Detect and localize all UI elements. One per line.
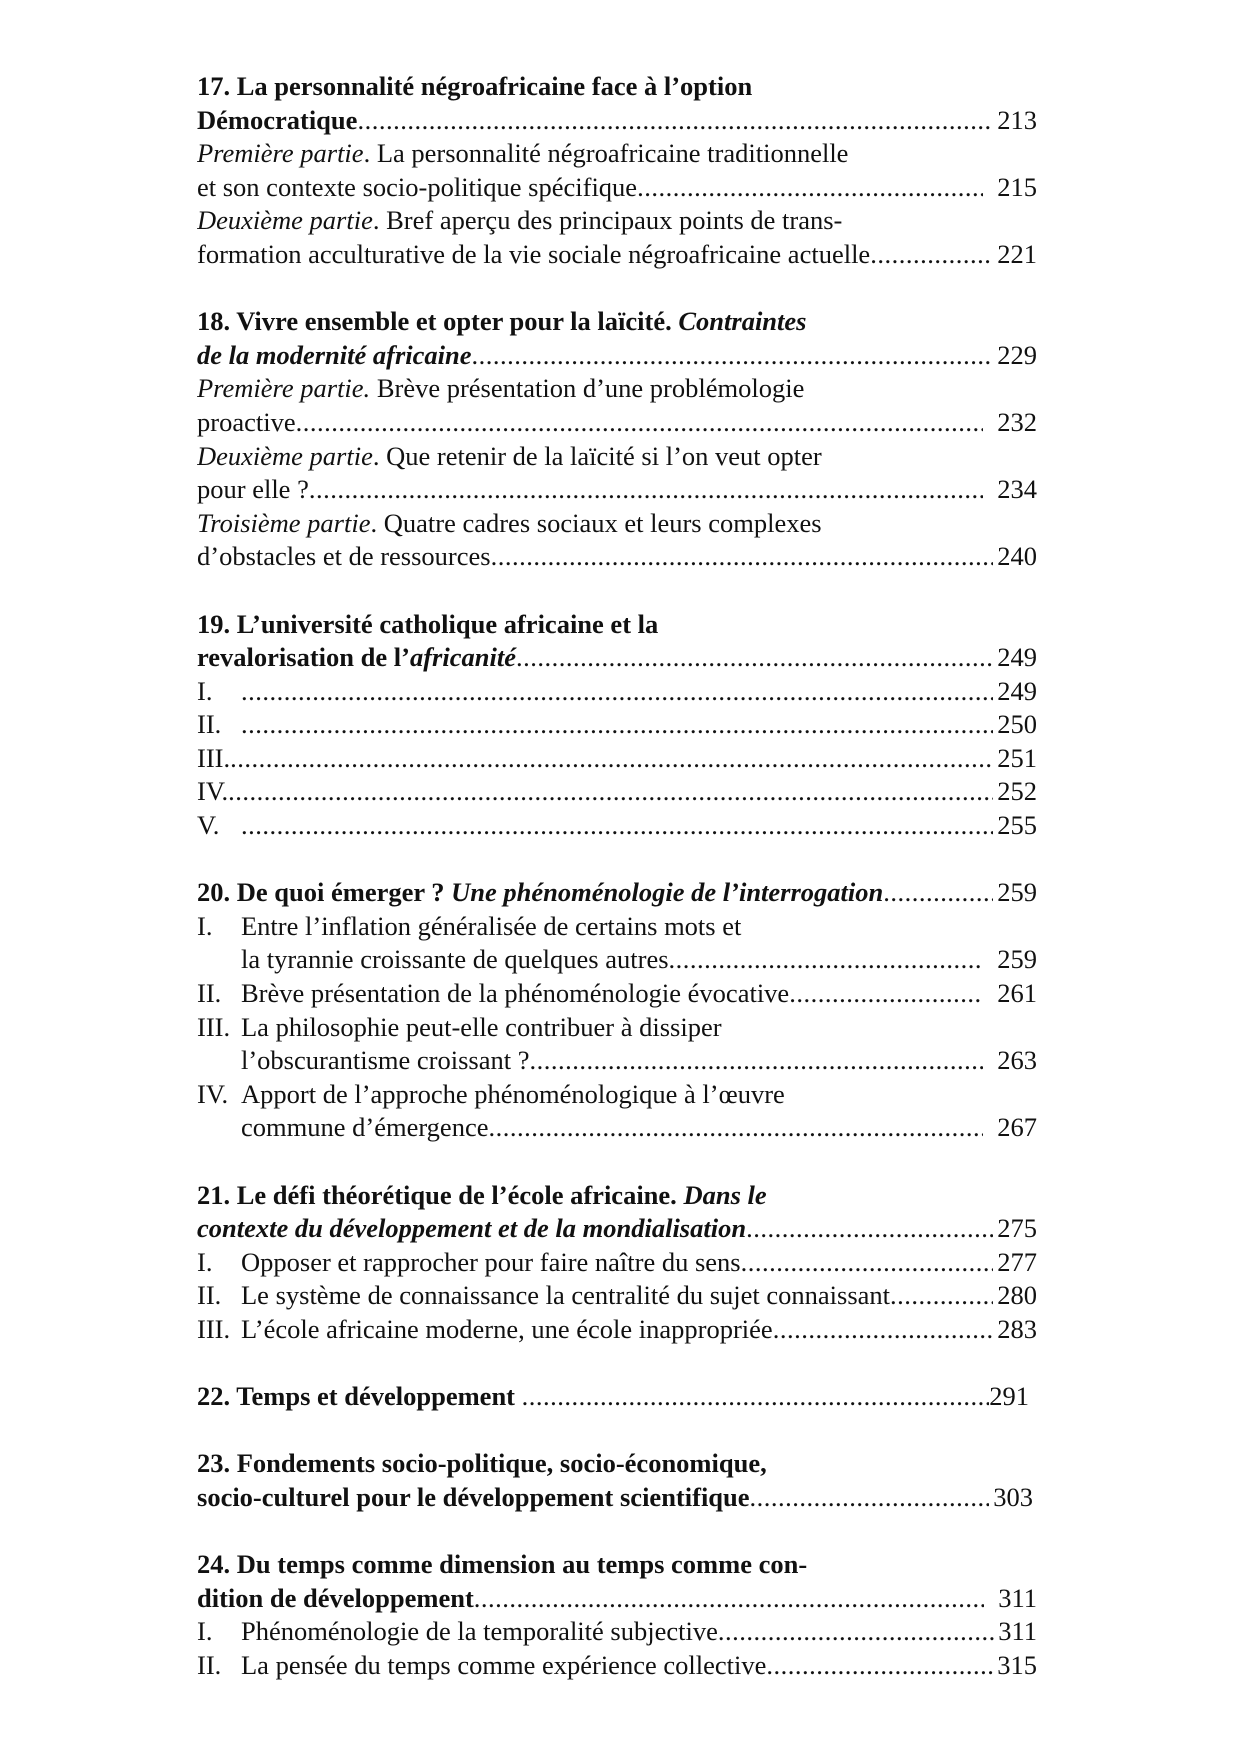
chapter-title: De quoi émerger ? [236,877,445,908]
part-label: Première partie. [197,373,371,404]
dot-leader [357,104,993,138]
page-number: 250 [997,709,1037,740]
toc-entry-20 [197,876,1037,1145]
section-line[interactable] [197,775,1037,809]
dot-leader [472,339,994,373]
section-title: la tyrannie croissante de quelques autres [241,944,669,975]
toc-entry-23 [197,1447,1037,1514]
toc-entry-22 [197,1380,1037,1414]
section-title: . La personnalité négroafricaine traditionnelle [363,138,849,169]
page-number: 255 [997,810,1037,841]
chapter-title: Fondements socio-politique, socio-économique, [236,1448,767,1479]
page-number: 315 [997,1649,1037,1680]
section-title: . Que retenir de la laïcité si l’on veut opter [372,440,822,471]
chapter-title-line[interactable] [197,876,1037,910]
page-number: 311 [998,1582,1037,1613]
chapter-title-line[interactable] [197,1212,1037,1246]
chapter-subtitle: Une phénoménologie de l’interrogation [451,877,884,908]
section-line [197,1078,1037,1112]
chapter-subtitle: de la modernité africaine [197,339,472,370]
section-numeral: I. [197,675,213,706]
page-number: 252 [997,776,1037,807]
toc-entry-17 [197,70,1037,272]
dot-leader [718,1615,994,1649]
section-line[interactable] [197,1044,1037,1078]
dot-leader [883,876,993,910]
section-numeral: II. [197,978,222,1009]
dot-leader [241,675,993,709]
dot-leader [241,809,993,843]
dot-leader [516,641,993,675]
section-line [197,372,1037,406]
section-line[interactable] [197,1615,1037,1649]
dot-leader [637,171,983,205]
chapter-title-line [197,608,1037,642]
dot-leader [746,1212,993,1246]
chapter-title-line [197,1548,1037,1582]
section-title: d’obstacles et de ressources [197,541,491,572]
section-title: Brève présentation de la phénoménologie évocative [241,978,790,1009]
page-number: 240 [997,541,1037,572]
section-title: formation acculturative de la vie sociale négroafricaine actuelle [197,238,871,269]
chapter-title: Démocratique [197,104,358,135]
toc-entry-24 [197,1548,1037,1682]
section-title: Entre l’inflation généralisée de certains mots et [241,910,742,941]
dot-leader [741,1246,994,1280]
chapter-title-line[interactable] [197,1481,1037,1515]
chapter-number: 23. [197,1448,231,1479]
toc-entry-21 [197,1179,1037,1347]
chapter-title-line [197,305,1037,339]
section-title: Opposer et rapprocher pour faire naître du sens [241,1246,741,1277]
chapter-number: 19. [197,608,231,639]
section-line[interactable] [197,1279,1037,1313]
chapter-title: Le défi théorétique de l’école africaine. [236,1179,677,1210]
part-label: Deuxième partie [197,440,373,471]
chapter-number: 21. [197,1179,231,1210]
chapter-title: revalorisation de l’ [197,642,410,673]
section-title: . Quatre cadres sociaux et leurs complexes [370,507,822,538]
section-line [197,910,1037,944]
section-numeral: I. [197,1246,213,1277]
section-title: La pensée du temps comme expérience collective [241,1649,767,1680]
page-number: 267 [997,1112,1037,1143]
page-number: 303 [993,1481,1033,1512]
chapter-title-line [197,1179,1037,1213]
chapter-title: dition de développement [197,1582,474,1613]
section-title: et son contexte socio-politique spécifique [197,171,638,202]
chapter-title-line [197,70,1037,104]
page-number: 213 [997,104,1037,135]
section-line [197,507,1037,541]
chapter-title-line[interactable] [197,641,1037,675]
chapter-title-line[interactable] [197,339,1037,373]
chapter-title: Temps et développement [236,1381,516,1412]
section-line[interactable] [197,943,1037,977]
section-line[interactable] [197,171,1037,205]
dot-leader [522,1380,990,1414]
section-line[interactable] [197,238,1037,272]
page-number: 277 [997,1246,1037,1277]
section-title: Le système de connaissance la centralité du sujet connaissant [241,1280,891,1311]
section-numeral: III. [197,1011,231,1042]
page-number: 280 [997,1280,1037,1311]
page-number: 283 [997,1313,1037,1344]
section-title: . Bref aperçu des principaux points de trans- [372,205,843,236]
page-number: 215 [997,171,1037,202]
section-numeral: II. [197,1649,222,1680]
section-line [197,440,1037,474]
dot-leader [230,742,993,776]
section-line[interactable] [197,406,1037,440]
section-numeral: V. [197,810,220,841]
page-number: 249 [997,675,1037,706]
section-title: Apport de l’approche phénoménologique à l’œuvre [241,1078,785,1109]
section-line[interactable] [197,473,1037,507]
chapter-title: L’université catholique africaine et la [236,608,659,639]
page-number: 259 [997,877,1037,908]
dot-leader [750,1481,990,1515]
section-line[interactable] [197,708,1037,742]
dot-leader [296,406,984,440]
chapter-title: Vivre ensemble et opter pour la laïcité. [236,306,672,337]
dot-leader [241,708,993,742]
part-label: Troisième partie [197,507,371,538]
dot-leader [766,1649,993,1683]
page-number: 234 [997,474,1037,505]
page-number: 275 [997,1213,1037,1244]
section-title: L’école africaine moderne, une école inappropriée [241,1313,773,1344]
section-numeral: III. [197,1313,231,1344]
section-line [197,1011,1037,1045]
table-of-contents [197,70,1037,1716]
dot-leader [890,1279,993,1313]
page-number: 229 [997,339,1037,370]
page-number: 259 [997,944,1037,975]
page-number: 311 [998,1616,1037,1647]
dot-leader [789,977,983,1011]
page-number: 221 [997,238,1037,269]
chapter-number: 20. [197,877,231,908]
section-line[interactable] [197,809,1037,843]
section-numeral: III. [197,742,231,773]
section-title: Phénoménologie de la temporalité subjective [241,1616,718,1647]
chapter-subtitle: Contraintes [678,306,807,337]
section-line [197,204,1037,238]
dot-leader [529,1044,983,1078]
dot-leader [669,943,984,977]
dot-leader [309,473,983,507]
dot-leader [773,1313,994,1347]
chapter-number: 18. [197,306,231,337]
chapter-number: 24. [197,1549,231,1580]
section-line[interactable] [197,1313,1037,1347]
toc-entry-18 [197,305,1037,574]
chapter-title: La personnalité négroafricaine face à l’option [236,71,753,101]
section-line[interactable] [197,1111,1037,1145]
chapter-subtitle: Dans le [683,1179,767,1210]
section-line[interactable] [197,1649,1037,1683]
section-line[interactable] [197,675,1037,709]
section-numeral: I. [197,1616,213,1647]
part-label: Deuxième partie [197,205,373,236]
section-line[interactable] [197,742,1037,776]
section-title: commune d’émergence [241,1112,489,1143]
section-numeral: I. [197,910,213,941]
page-number: 263 [997,1045,1037,1076]
section-line[interactable] [197,540,1037,574]
toc-entry-19 [197,608,1037,843]
section-line [197,137,1037,171]
page-number: 232 [997,406,1037,437]
chapter-title: Du temps comme dimension au temps comme con- [236,1549,808,1580]
section-title: Brève présentation d’une problémologie [370,373,805,404]
chapter-title-line[interactable] [197,1380,1037,1414]
section-numeral: II. [197,1280,222,1311]
section-title: proactive [197,406,296,437]
section-line[interactable] [197,1246,1037,1280]
page-number: 261 [997,978,1037,1009]
section-numeral: IV. [197,1078,229,1109]
chapter-title-line[interactable] [197,104,1037,138]
part-label: Première partie [197,138,364,169]
chapter-subtitle: contexte du développement et de la mondialisation [197,1213,747,1244]
dot-leader [228,775,993,809]
chapter-number: 17. [197,71,231,101]
chapter-title: socio-culturel pour le développement scientifique [197,1481,750,1512]
chapter-title-emphasis: africanité [409,642,516,673]
dot-leader [488,1111,983,1145]
page-number: 291 [989,1381,1029,1412]
chapter-number: 22. [197,1381,231,1412]
section-numeral: IV. [197,776,229,807]
section-numeral: II. [197,709,222,740]
section-title: pour elle ? [197,474,309,505]
chapter-title-line[interactable] [197,1582,1037,1616]
chapter-title-line [197,1447,1037,1481]
dot-leader [491,540,994,574]
dot-leader [870,238,993,272]
dot-leader [474,1582,984,1616]
section-title: La philosophie peut-elle contribuer à dissiper [241,1011,722,1042]
page-number: 251 [997,742,1037,773]
section-title: l’obscurantisme croissant ? [241,1045,530,1076]
page-number: 249 [997,642,1037,673]
section-line[interactable] [197,977,1037,1011]
